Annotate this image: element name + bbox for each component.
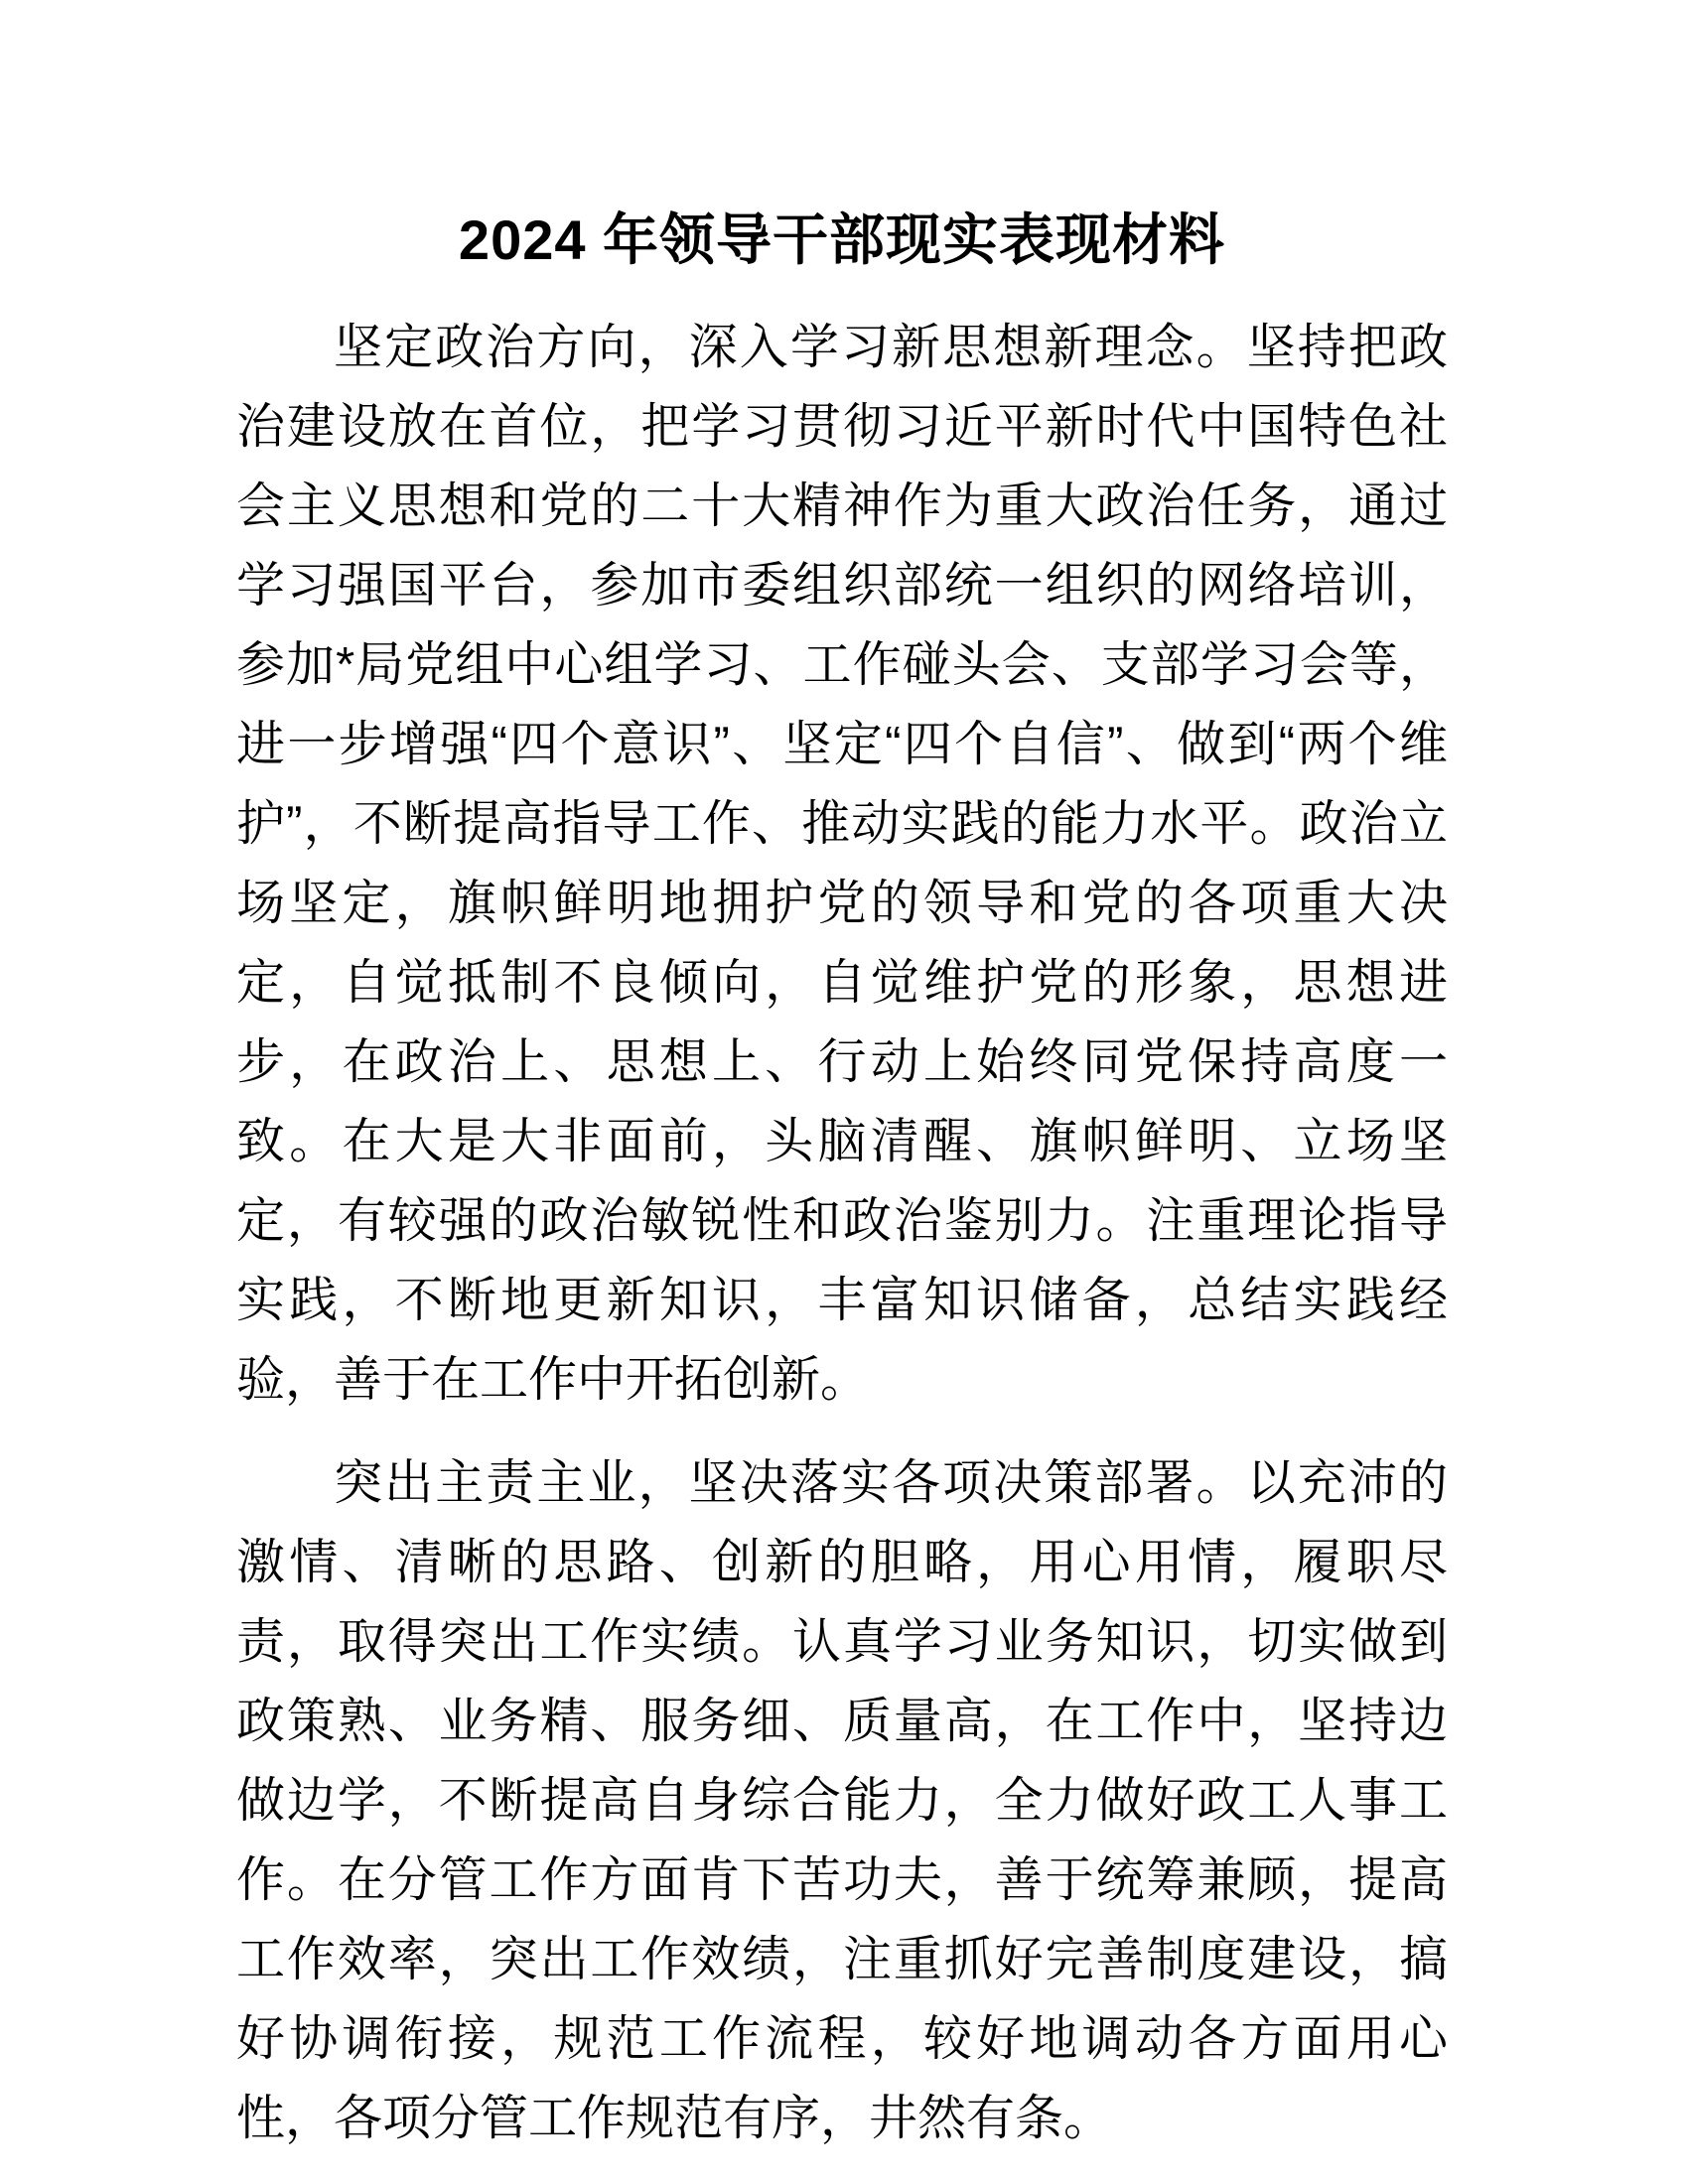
document-title: 2024 年领导干部现实表现材料 [458,208,1226,271]
paragraph-1: 坚定政治方向，深入学习新思想新理念。坚持把政治建设放在首位，把学习贯彻习近平新时代中国特色社会主义思想和党的二十大精神作为重大政治任务，通过学习强国平台，参加市委组织部统一组织的网络培训，参加*局党组中心组学习、工作碰头会、支部学习会等，进一步增强“四个意识”、坚定“四个自信”、做到“两个维护”，不断提高指导工作、推动实践的能力水平。政治立场坚定，旗帜鲜明地拥护党的领导和党的各项重大决定，自觉抵制不良倾向，自觉维护党的形象，思想进步，在政治上、思想上、行动上始终同党保持高度一致。在大是大非面前，头脑清醒、旗帜鲜明、立场坚定，有较强的政治敏锐性和政治鉴别力。注重理论指导实践，不断地更新知识，丰富知识储备，总结实践经验，善于在工作中开拓创新。 [236,321,1448,1408]
paragraph-2: 突出主责主业，坚决落实各项决策部署。以充沛的激情、清晰的思路、创新的胆略，用心用情，履职尽责，取得突出工作实绩。认真学习业务知识，切实做到政策熟、业务精、服务细、质量高，在工作中，坚持边做边学，不断提高自身综合能力，全力做好政工人事工作。在分管工作方面肯下苦功夫，善于统筹兼顾，提高工作效率，突出工作效绩，注重抓好完善制度建设，搞好协调衔接，规范工作流程，较好地调动各方面用心性，各项分管工作规范有序，井然有条。 [236,1456,1448,2146]
